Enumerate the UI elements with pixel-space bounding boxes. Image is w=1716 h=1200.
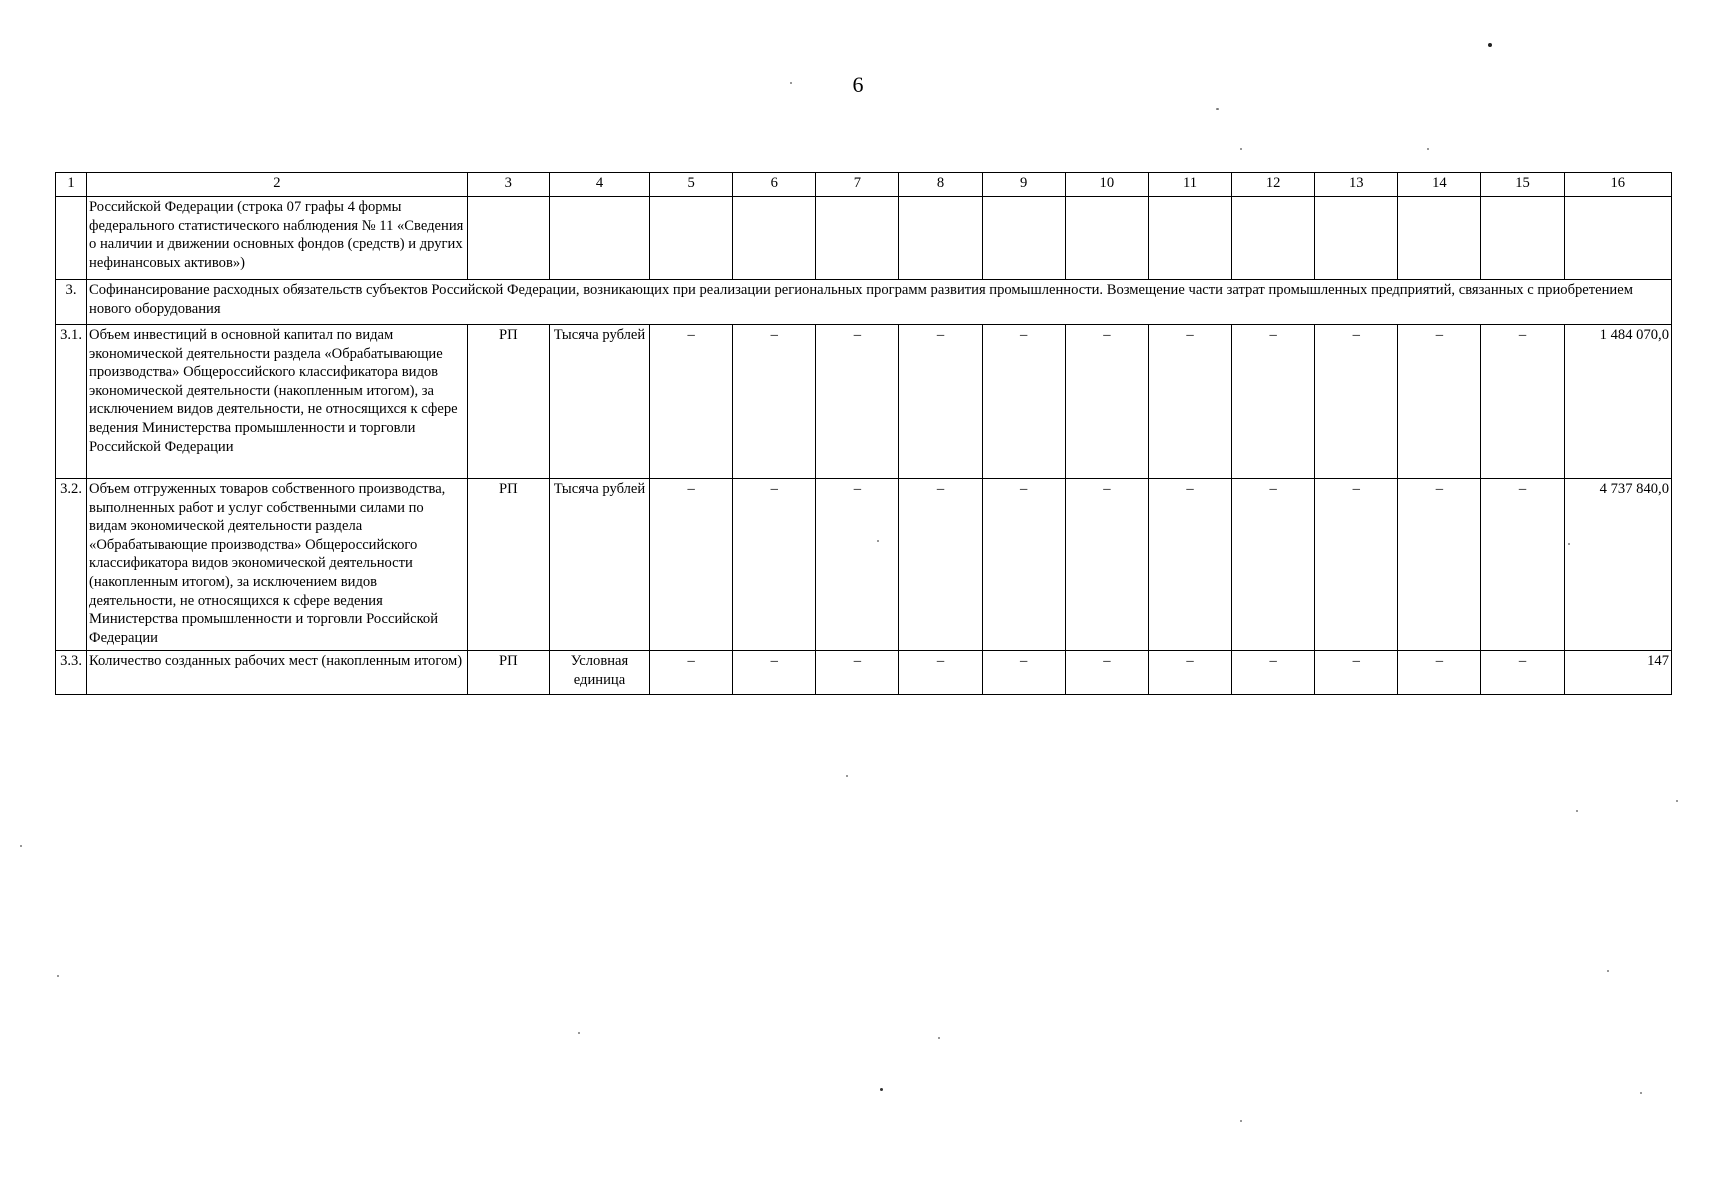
column-header: 15 bbox=[1481, 173, 1564, 197]
scan-speck bbox=[1240, 1120, 1242, 1122]
page-number: 6 bbox=[852, 72, 864, 97]
column-header: 16 bbox=[1564, 173, 1671, 197]
value-cell: – bbox=[733, 479, 816, 651]
column-header: 5 bbox=[650, 173, 733, 197]
value-cell: – bbox=[1232, 651, 1315, 695]
section-row bbox=[56, 280, 1672, 325]
value-cell: – bbox=[899, 651, 982, 695]
value-cell: – bbox=[650, 325, 733, 479]
row-number: 3.3. bbox=[56, 651, 87, 695]
table-row bbox=[56, 325, 1672, 479]
final-value-cell: 147 bbox=[1564, 651, 1671, 695]
scan-speck bbox=[1488, 43, 1492, 47]
scan-speck bbox=[880, 1088, 883, 1091]
source-cell: РП bbox=[467, 479, 549, 651]
empty-cell bbox=[733, 197, 816, 280]
section-title: Софинансирование расходных обязательств субъектов Российской Федерации, возникающих при реализации региональных программ развития промышленности. Возмещение части затрат промышленных предприятий, связанных с приобретением нового оборудования bbox=[87, 280, 1672, 325]
scan-speck bbox=[1676, 800, 1678, 802]
indicator-name: Объем отгруженных товаров собственного производства, выполненных работ и услуг собственными силами по видам экономической деятельности раздела «Обрабатывающие производства» Общероссийского классификатора видов экономической деятельности (накопленным итогом), за исключением видов деятельности, не относящихся к сфере ведения Министерства промышленности и торговли Российской Федерации bbox=[87, 479, 468, 651]
value-cell: – bbox=[982, 651, 1065, 695]
scan-speck bbox=[877, 540, 879, 542]
empty-cell bbox=[1481, 197, 1564, 280]
empty-cell bbox=[1232, 197, 1315, 280]
value-cell: – bbox=[650, 479, 733, 651]
empty-cell bbox=[982, 197, 1065, 280]
empty-cell bbox=[1398, 197, 1481, 280]
indicator-name: Количество созданных рабочих мест (накопленным итогом) bbox=[87, 651, 468, 695]
scan-speck bbox=[1427, 148, 1429, 150]
indicators-table bbox=[55, 172, 1672, 695]
value-cell: – bbox=[1315, 479, 1398, 651]
value-cell: – bbox=[1065, 651, 1148, 695]
value-cell: – bbox=[816, 651, 899, 695]
indicator-name: Объем инвестиций в основной капитал по видам экономической деятельности раздела «Обрабатывающие производства» Общероссийского классификатора видов экономической деятельности (накопленным итогом), за исключением видов деятельности, не относящихся к сфере ведения Министерства промышленности и торговли Российской Федерации bbox=[87, 325, 468, 479]
value-cell: – bbox=[982, 325, 1065, 479]
column-header: 7 bbox=[816, 173, 899, 197]
value-cell: – bbox=[733, 325, 816, 479]
column-header: 2 bbox=[87, 173, 468, 197]
scan-speck bbox=[1568, 543, 1570, 545]
value-cell: – bbox=[1148, 651, 1231, 695]
empty-cell bbox=[1065, 197, 1148, 280]
value-cell: – bbox=[650, 651, 733, 695]
empty-cell bbox=[1564, 197, 1671, 280]
value-cell: – bbox=[816, 479, 899, 651]
column-header: 14 bbox=[1398, 173, 1481, 197]
empty-cell bbox=[650, 197, 733, 280]
value-cell: – bbox=[1398, 325, 1481, 479]
table-row bbox=[56, 479, 1672, 651]
scan-speck bbox=[1216, 108, 1219, 110]
source-cell: РП bbox=[467, 651, 549, 695]
value-cell: – bbox=[1148, 325, 1231, 479]
final-value-cell: 4 737 840,0 bbox=[1564, 479, 1671, 651]
value-cell: – bbox=[1065, 325, 1148, 479]
value-cell: – bbox=[899, 325, 982, 479]
scan-speck bbox=[1607, 970, 1609, 972]
row-number: 3.2. bbox=[56, 479, 87, 651]
scan-speck bbox=[20, 845, 22, 847]
unit-cell: Тысяча рублей bbox=[549, 479, 649, 651]
value-cell: – bbox=[1481, 479, 1564, 651]
section-number: 3. bbox=[56, 280, 87, 325]
empty-cell bbox=[549, 197, 649, 280]
column-header: 6 bbox=[733, 173, 816, 197]
continuation-row bbox=[56, 197, 1672, 280]
column-header: 8 bbox=[899, 173, 982, 197]
empty-cell bbox=[816, 197, 899, 280]
row-number-cell bbox=[56, 197, 87, 280]
scan-speck bbox=[1576, 810, 1578, 812]
value-cell: – bbox=[1148, 479, 1231, 651]
table-row bbox=[56, 651, 1672, 695]
column-header: 3 bbox=[467, 173, 549, 197]
scan-speck bbox=[57, 975, 59, 977]
row-number: 3.1. bbox=[56, 325, 87, 479]
value-cell: – bbox=[1232, 479, 1315, 651]
scan-speck bbox=[578, 1032, 580, 1034]
value-cell: – bbox=[1398, 651, 1481, 695]
value-cell: – bbox=[1232, 325, 1315, 479]
unit-cell: Условная единица bbox=[549, 651, 649, 695]
value-cell: – bbox=[1065, 479, 1148, 651]
scan-speck bbox=[1240, 148, 1242, 150]
value-cell: – bbox=[1398, 479, 1481, 651]
indicator-name: Российской Федерации (строка 07 графы 4 формы федерального статистического наблюдения № 11 «Сведения о наличии и движении основных фондов (средств) и других нефинансовых активов») bbox=[87, 197, 468, 280]
scan-speck bbox=[846, 775, 848, 777]
scan-speck bbox=[1640, 1092, 1642, 1094]
column-header: 9 bbox=[982, 173, 1065, 197]
value-cell: – bbox=[1315, 651, 1398, 695]
value-cell: – bbox=[1481, 325, 1564, 479]
value-cell: – bbox=[733, 651, 816, 695]
source-cell: РП bbox=[467, 325, 549, 479]
final-value-cell: 1 484 070,0 bbox=[1564, 325, 1671, 479]
value-cell: – bbox=[1481, 651, 1564, 695]
column-number-header-row bbox=[56, 173, 1672, 197]
column-header: 11 bbox=[1148, 173, 1231, 197]
unit-cell: Тысяча рублей bbox=[549, 325, 649, 479]
column-header: 1 bbox=[56, 173, 87, 197]
empty-cell bbox=[467, 197, 549, 280]
value-cell: – bbox=[816, 325, 899, 479]
scan-speck bbox=[938, 1037, 940, 1039]
value-cell: – bbox=[899, 479, 982, 651]
scan-speck bbox=[790, 82, 792, 84]
value-cell: – bbox=[982, 479, 1065, 651]
column-header: 10 bbox=[1065, 173, 1148, 197]
empty-cell bbox=[1315, 197, 1398, 280]
empty-cell bbox=[1148, 197, 1231, 280]
column-header: 4 bbox=[549, 173, 649, 197]
column-header: 13 bbox=[1315, 173, 1398, 197]
value-cell: – bbox=[1315, 325, 1398, 479]
column-header: 12 bbox=[1232, 173, 1315, 197]
empty-cell bbox=[899, 197, 982, 280]
